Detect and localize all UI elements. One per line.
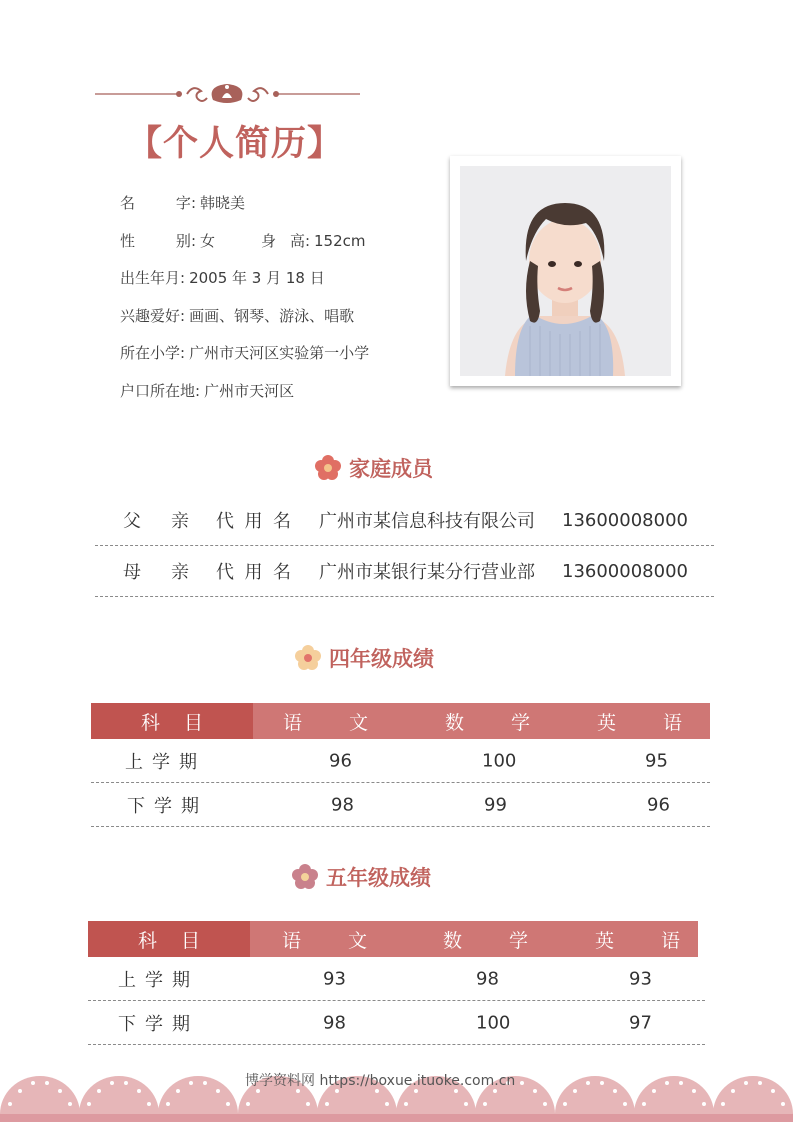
grade5-heading	[290, 862, 431, 892]
info-row-hukou	[120, 380, 369, 418]
family-row	[95, 546, 714, 597]
grade4-heading	[293, 643, 434, 673]
flower-icon	[290, 862, 320, 892]
term-label: 上 学 期	[125, 751, 197, 773]
hobby-label: 兴趣爱好	[120, 306, 181, 325]
score-english: 93	[629, 968, 652, 989]
col-math: 数 学	[443, 929, 528, 952]
family-heading	[313, 453, 433, 483]
flower-icon	[293, 643, 323, 673]
col-english: 英 语	[597, 711, 682, 734]
phone: 13600008000	[562, 509, 688, 531]
heading-text: 家庭成员	[349, 457, 433, 481]
score-chinese: 98	[331, 794, 354, 815]
table-row	[91, 783, 710, 827]
watermark: 博学资料网 https://boxue.ituoke.com.cn	[245, 1073, 516, 1089]
info-row-name	[120, 192, 369, 230]
table-row	[91, 739, 710, 783]
subject-header: 科 目	[91, 703, 253, 739]
gender-value: 女	[200, 231, 216, 250]
score-math: 99	[484, 794, 507, 815]
member-name: 代 用 名	[216, 562, 291, 583]
company: 广州市某银行某分行营业部	[319, 562, 535, 583]
birth-label: 出生年月	[120, 269, 181, 287]
score-math: 98	[476, 968, 499, 989]
portrait-photo	[460, 166, 671, 376]
heading-text: 四年级成绩	[329, 647, 434, 671]
col-chinese: 语 文	[283, 711, 368, 734]
phone: 13600008000	[562, 560, 688, 582]
info-row-birth	[120, 267, 369, 305]
grade5-table	[88, 921, 705, 1045]
name-value: 韩晓美	[200, 194, 246, 212]
table-row	[88, 957, 705, 1001]
photo-frame	[450, 156, 681, 386]
personal-info	[120, 192, 369, 417]
colon: :	[180, 306, 186, 325]
label-char: 高:	[289, 231, 311, 250]
relation: 父 亲	[123, 511, 189, 532]
colon: :	[180, 269, 186, 287]
school-value: 广州市天河区实验第一小学	[189, 344, 370, 362]
hukou-value: 广州市天河区	[204, 381, 295, 400]
info-row-school	[120, 342, 369, 380]
flower-icon	[313, 453, 343, 483]
colon: :	[195, 381, 201, 400]
relation: 母 亲	[123, 562, 189, 583]
col-english: 英 语	[595, 929, 680, 952]
table-row	[88, 1001, 705, 1045]
member-name: 代 用 名	[216, 511, 291, 532]
score-english: 96	[647, 794, 670, 815]
label-char: 身	[261, 231, 277, 250]
score-math: 100	[476, 1012, 511, 1033]
col-chinese: 语 文	[282, 929, 367, 952]
family-table	[95, 495, 714, 597]
school-label: 所在小学	[120, 344, 181, 362]
table-header	[88, 921, 698, 957]
term-label: 下 学 期	[118, 1013, 190, 1035]
score-chinese: 98	[323, 1012, 346, 1033]
hobby-value: 画画、钢琴、游泳、唱歌	[189, 306, 355, 325]
birth-value: 2005 年 3 月 18 日	[189, 269, 325, 287]
label-char: 性	[120, 231, 136, 250]
score-english: 95	[645, 750, 668, 771]
grade4-table	[91, 703, 710, 827]
score-english: 97	[629, 1012, 652, 1033]
colon: :	[180, 344, 186, 362]
company: 广州市某信息科技有限公司	[319, 511, 535, 532]
label-char: 名	[120, 194, 136, 212]
label-char: 别:	[175, 231, 196, 250]
info-row-gender-height	[120, 230, 369, 268]
subject-header: 科 目	[88, 921, 250, 957]
info-row-hobby	[120, 305, 369, 343]
decorative-flourish-icon	[95, 80, 360, 108]
subject-columns	[250, 921, 698, 957]
score-chinese: 93	[323, 968, 346, 989]
label-char: 字:	[175, 194, 196, 212]
term-label: 下 学 期	[127, 795, 199, 817]
col-math: 数 学	[445, 711, 530, 734]
score-math: 100	[482, 750, 517, 771]
score-chinese: 96	[329, 750, 352, 771]
family-row	[95, 495, 714, 546]
subject-columns	[253, 703, 710, 739]
height-value: 152cm	[314, 231, 366, 250]
heading-text: 五年级成绩	[326, 866, 431, 890]
page-title: 【个人简历】	[127, 124, 344, 164]
table-header	[91, 703, 710, 739]
hukou-label: 户口所在地	[120, 381, 196, 400]
portrait-icon	[460, 166, 671, 376]
term-label: 上 学 期	[118, 969, 190, 991]
